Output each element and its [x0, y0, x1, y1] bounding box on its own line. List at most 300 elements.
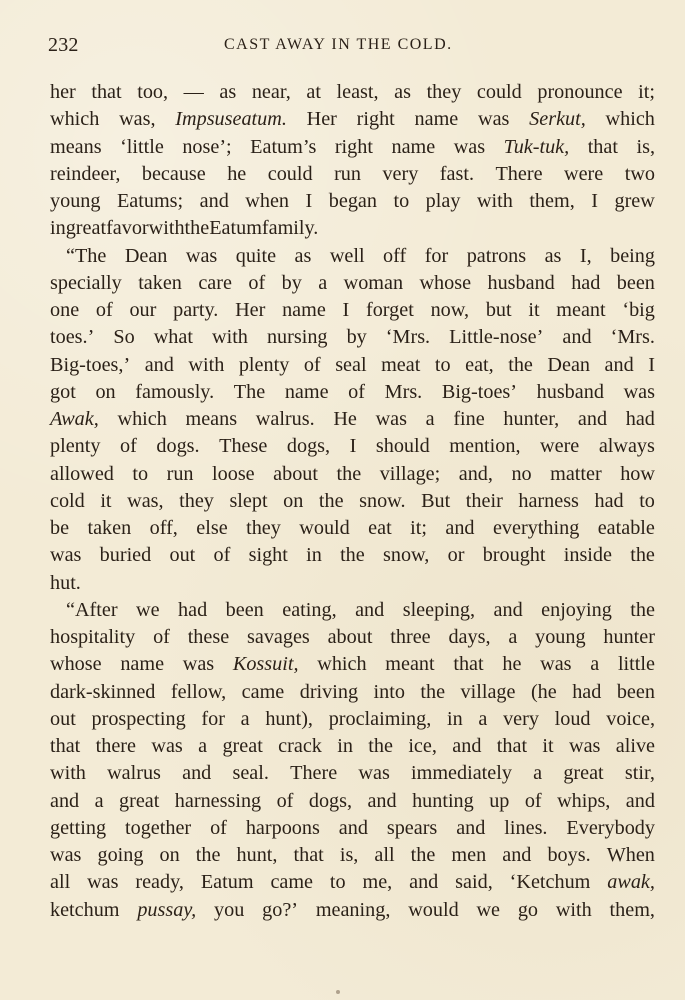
word: plenty: [238, 353, 290, 376]
word: a: [240, 707, 250, 730]
word: is,: [636, 135, 655, 158]
word: a: [478, 707, 488, 730]
word: right: [334, 135, 373, 158]
word: been: [225, 598, 264, 621]
word: all: [374, 844, 395, 866]
word: which: [317, 653, 367, 676]
word: harness: [518, 489, 579, 512]
word: pronounce: [537, 81, 623, 103]
word: harnessing: [174, 789, 262, 812]
word: as: [544, 244, 562, 267]
word: the: [184, 217, 210, 240]
word: seal: [335, 353, 367, 376]
word: is,: [339, 844, 359, 866]
word: two: [624, 162, 655, 185]
word: means: [50, 135, 102, 158]
word: whips,: [557, 789, 611, 812]
text-line: [50, 624, 655, 651]
word: was: [453, 135, 486, 158]
word: When: [606, 844, 655, 866]
word: these: [187, 626, 230, 648]
word: meat: [381, 353, 421, 376]
word: name: [414, 108, 459, 131]
word: matter: [550, 462, 602, 485]
text-line: [50, 488, 655, 515]
word: on: [95, 380, 116, 403]
word: the: [420, 680, 446, 703]
word: been: [616, 271, 655, 294]
word: the: [508, 353, 533, 376]
running-head: [48, 33, 654, 57]
italic-word: Serkut,: [529, 108, 586, 131]
word: with: [212, 326, 248, 349]
word: came: [241, 680, 285, 703]
text-line: [50, 188, 655, 215]
word: Her: [235, 299, 266, 321]
word: “After: [66, 598, 118, 621]
word: very: [382, 162, 419, 185]
word: their: [465, 489, 503, 512]
page-mark: [336, 990, 340, 994]
word: woman: [343, 271, 404, 294]
page-text: [50, 79, 655, 924]
word: by: [346, 326, 367, 349]
text-line: [50, 433, 655, 460]
word: by: [281, 271, 302, 294]
word: up: [489, 789, 510, 812]
word: and: [452, 735, 482, 757]
word: of: [276, 789, 294, 812]
word: hunt,: [236, 844, 278, 866]
word: walrus.: [255, 408, 315, 430]
word: of: [213, 544, 231, 567]
word: Eatums;: [116, 190, 184, 212]
word: eat,: [465, 353, 494, 376]
word: I: [349, 435, 357, 458]
word: a: [318, 271, 328, 294]
word: in: [306, 544, 322, 567]
word: to: [434, 353, 451, 376]
word: walrus: [107, 762, 161, 785]
italic-word: Awak,: [50, 408, 99, 430]
word: as: [294, 244, 312, 267]
word: inside: [563, 544, 612, 567]
word: going: [97, 844, 144, 866]
word: had: [178, 598, 208, 621]
word: was: [182, 653, 215, 676]
word: crack: [278, 735, 322, 757]
word: days,: [448, 626, 491, 648]
word: of: [95, 299, 113, 321]
word: in: [50, 217, 66, 240]
word: of: [210, 816, 227, 839]
word: dogs.: [156, 435, 200, 458]
word: meant: [556, 299, 606, 321]
word: (he: [530, 680, 557, 703]
word: should: [375, 435, 430, 458]
word: nose’;: [182, 135, 232, 158]
word: dark-skinned: [50, 680, 156, 703]
word: had: [594, 489, 624, 512]
word: stir,: [624, 762, 655, 785]
word: the: [630, 544, 655, 567]
word: allowed: [50, 462, 114, 485]
word: specially: [50, 271, 122, 294]
word: always: [598, 435, 655, 458]
word: a: [425, 408, 435, 430]
word: great: [65, 217, 107, 240]
word: immediately: [411, 762, 512, 785]
word: spears: [386, 816, 438, 839]
word: we: [476, 898, 501, 921]
word: and: [409, 871, 439, 894]
word: young: [50, 190, 101, 212]
word: proclaiming,: [328, 707, 432, 730]
text-line: [50, 243, 655, 270]
word: brought: [482, 544, 546, 567]
word: lines.: [504, 816, 548, 839]
word: fast.: [439, 162, 474, 185]
word: quite: [235, 244, 277, 267]
word: about: [327, 626, 373, 648]
text-line: [50, 406, 655, 433]
word: and: [355, 598, 385, 621]
word: But: [421, 489, 451, 512]
word: men: [451, 844, 487, 866]
word: and: [562, 326, 592, 349]
word: that: [293, 844, 324, 866]
word: taken: [138, 271, 182, 294]
text-line: [50, 706, 655, 733]
word: was: [540, 653, 572, 676]
word: go: [517, 898, 539, 921]
word: ‘Mrs.: [385, 326, 431, 349]
word: been: [616, 680, 655, 703]
word: be: [50, 517, 70, 539]
text-line: [50, 461, 655, 488]
word: Dean: [547, 353, 591, 376]
text-line: [50, 352, 655, 379]
word: name: [120, 653, 165, 676]
word: prospecting: [91, 707, 186, 730]
word: the: [336, 462, 362, 485]
word: out: [169, 544, 196, 567]
text-line: [50, 869, 655, 896]
text-line: [50, 842, 655, 869]
word: great: [222, 735, 263, 757]
text-line: [50, 760, 655, 787]
word: of: [153, 626, 170, 648]
word: driving: [299, 680, 359, 703]
word: what: [153, 326, 193, 349]
word: hunting: [412, 789, 474, 812]
word: boys.: [547, 844, 591, 866]
word: and: [144, 353, 174, 376]
word: them,: [529, 190, 575, 212]
running-title: CAST AWAY IN THE COLD.: [224, 36, 453, 53]
word: sight: [248, 544, 288, 567]
word: about: [273, 462, 319, 485]
word: the: [410, 844, 436, 866]
word: which: [117, 408, 167, 430]
word: go?’: [262, 898, 298, 921]
word: or: [447, 544, 465, 567]
word: and,: [458, 462, 493, 485]
text-line: [50, 542, 655, 569]
word: ‘Ketchum: [509, 871, 591, 894]
word: meaning,: [315, 898, 391, 921]
word: were: [564, 162, 604, 185]
word: Eatum’s: [250, 135, 317, 158]
word: into: [373, 680, 405, 703]
word: name: [391, 135, 436, 158]
italic-word: Impsuseatum.: [175, 108, 287, 131]
word: as: [219, 81, 237, 103]
text-line: [50, 597, 655, 624]
word: with: [148, 217, 185, 240]
word: they: [179, 489, 214, 512]
text-line: [50, 679, 655, 706]
word: them,: [609, 898, 655, 921]
word: which: [605, 108, 655, 131]
word: dogs,: [308, 789, 353, 812]
word: said,: [455, 871, 493, 894]
word: hunt),: [265, 707, 313, 730]
word: off: [383, 244, 407, 267]
word: play: [425, 190, 461, 212]
word: would: [408, 898, 459, 921]
word: the: [340, 544, 365, 567]
word: ready,: [135, 871, 184, 894]
word: meant: [385, 653, 435, 676]
word: with: [555, 898, 592, 921]
word: Big-toes’: [441, 380, 517, 403]
word: Mrs.: [384, 380, 423, 403]
word: Dean: [124, 244, 168, 267]
word: eatable: [597, 517, 655, 539]
word: eating,: [282, 598, 337, 621]
word: too,: [137, 81, 169, 103]
word: was,: [127, 489, 164, 512]
word: party.: [173, 299, 219, 321]
word: Eatum: [209, 217, 262, 240]
text-line: [50, 215, 655, 242]
word: and: [604, 353, 634, 376]
word: hut.: [50, 571, 81, 594]
text-line: [50, 270, 655, 297]
word: at: [306, 81, 321, 103]
word: that: [453, 653, 484, 676]
word: to: [329, 871, 346, 894]
word: —: [183, 81, 204, 103]
word: and: [456, 816, 486, 839]
word: husband: [536, 380, 604, 403]
word: out: [50, 707, 76, 730]
word: her: [50, 81, 76, 103]
word: “The: [66, 244, 107, 267]
text-line: [50, 297, 655, 324]
word: it: [100, 489, 112, 512]
word: loose: [212, 462, 255, 485]
word: was: [185, 244, 218, 267]
word: was: [623, 380, 655, 403]
word: great: [119, 789, 160, 812]
word: snow,: [383, 544, 430, 567]
word: was: [151, 735, 183, 757]
text-line: [50, 788, 655, 815]
word: run: [166, 462, 194, 485]
word: Little-nose’: [449, 326, 544, 349]
word: cold: [50, 489, 85, 512]
word: care: [198, 271, 232, 294]
word: and: [182, 762, 212, 785]
word: together: [125, 816, 192, 839]
word: reindeer,: [50, 162, 121, 185]
italic-word: Tuk-tuk,: [503, 135, 570, 158]
word: and: [367, 789, 397, 812]
word: name: [284, 380, 329, 403]
word: had: [625, 408, 655, 430]
word: as: [394, 81, 411, 103]
italic-word: Kossuit,: [232, 653, 299, 676]
word: had: [571, 271, 601, 294]
word: run: [334, 162, 361, 185]
word: no: [511, 462, 532, 485]
word: would: [299, 517, 350, 539]
word: So: [113, 326, 135, 349]
word: it: [542, 735, 554, 757]
word: to: [132, 462, 149, 485]
word: toes.’: [50, 326, 95, 349]
word: Everybody: [566, 816, 655, 839]
word: for: [201, 707, 225, 730]
word: of: [348, 380, 365, 403]
word: plenty: [50, 435, 101, 458]
word: one: [50, 299, 80, 321]
word: was: [50, 844, 82, 866]
text-line: [50, 515, 655, 542]
word: of: [303, 353, 321, 376]
text-line: [50, 570, 655, 597]
word: very: [503, 707, 539, 730]
word: loud: [554, 707, 591, 730]
word: which: [50, 108, 100, 131]
word: hunter: [603, 626, 655, 648]
word: on: [283, 489, 304, 512]
word: snow.: [359, 489, 406, 512]
word: These: [219, 435, 268, 458]
word: Big-toes,’: [50, 353, 131, 376]
word: right: [356, 108, 395, 131]
word: of: [120, 435, 137, 458]
word: little: [617, 653, 655, 676]
word: in: [446, 707, 463, 730]
word: ketchum: [50, 898, 120, 921]
word: else: [196, 517, 228, 539]
word: means: [185, 408, 238, 430]
word: when: [245, 190, 290, 212]
word: but: [485, 299, 512, 321]
word: hospitality: [50, 626, 136, 648]
word: sleeping,: [402, 598, 476, 621]
word: to: [639, 489, 655, 512]
word: and: [577, 408, 608, 430]
word: He: [333, 408, 357, 430]
word: being: [610, 244, 655, 267]
word: fine: [453, 408, 485, 430]
word: seal.: [232, 762, 269, 785]
text-line: [50, 815, 655, 842]
word: it: [528, 299, 540, 321]
word: for: [424, 244, 449, 267]
word: was: [87, 871, 119, 894]
word: eat: [368, 517, 392, 539]
word: and: [445, 517, 475, 539]
word: buried: [99, 544, 152, 567]
word: taken: [87, 517, 132, 539]
word: how: [620, 462, 655, 485]
word: he: [502, 653, 522, 676]
word: was: [569, 735, 601, 757]
word: the: [630, 598, 655, 621]
word: getting: [50, 816, 107, 839]
word: you: [214, 898, 245, 921]
word: a: [590, 653, 600, 676]
word: they: [426, 81, 462, 103]
word: it;: [410, 517, 427, 539]
word: name: [282, 299, 326, 321]
word: a: [94, 789, 104, 812]
word: they: [246, 517, 281, 539]
word: off,: [149, 517, 178, 539]
word: a: [533, 762, 543, 785]
word: Her: [306, 108, 337, 131]
word: husband: [487, 271, 555, 294]
word: famously.: [135, 380, 215, 403]
word: a: [198, 735, 208, 757]
word: there: [95, 735, 136, 757]
word: great: [563, 762, 604, 785]
word: a: [508, 626, 518, 648]
word: family.: [261, 217, 319, 240]
text-line: [50, 161, 655, 188]
word: young: [535, 626, 586, 648]
text-line: [50, 324, 655, 351]
word: in: [337, 735, 353, 757]
word: patrons: [466, 244, 527, 267]
word: to: [393, 190, 410, 212]
text-line: [50, 134, 655, 161]
word: came: [270, 871, 314, 894]
word: harpoons: [245, 816, 320, 839]
word: The: [233, 380, 266, 403]
word: hunter,: [503, 408, 560, 430]
word: There: [495, 162, 543, 185]
word: had: [572, 680, 602, 703]
word: near,: [251, 81, 291, 103]
italic-word: pussay,: [137, 898, 197, 921]
word: I: [591, 190, 598, 212]
word: mention,: [449, 435, 521, 458]
word: dogs,: [286, 435, 331, 458]
text-line: [50, 733, 655, 760]
word: Eatum: [200, 871, 254, 894]
word: all: [50, 871, 71, 894]
word: alive: [615, 735, 655, 757]
word: well: [329, 244, 365, 267]
word: ‘Mrs.: [610, 326, 655, 349]
word: it;: [638, 81, 655, 103]
